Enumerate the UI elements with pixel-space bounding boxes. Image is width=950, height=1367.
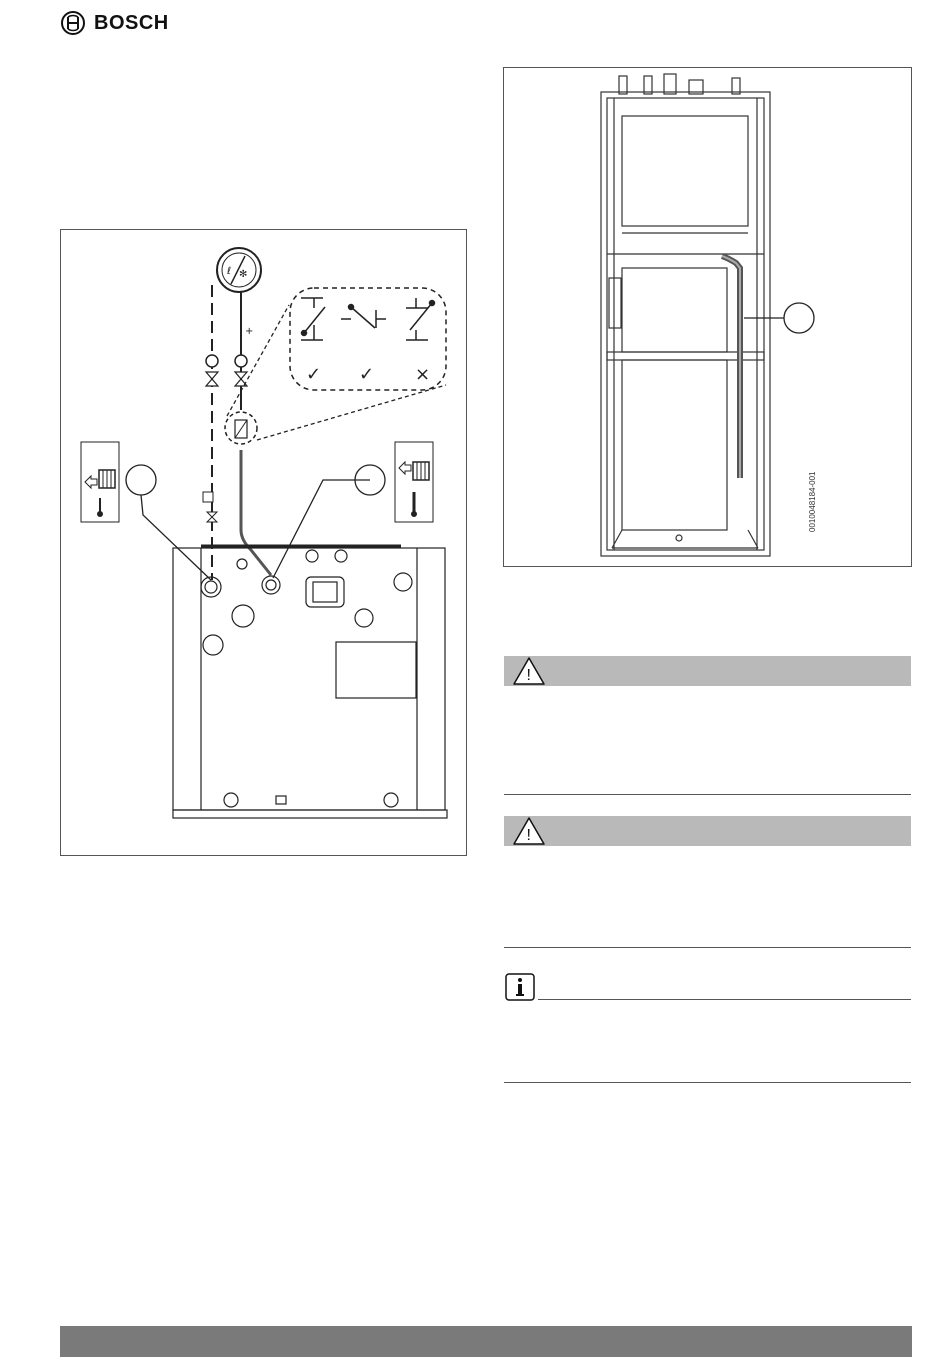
brand-header bbox=[60, 10, 169, 36]
brand-name: BOSCH bbox=[94, 11, 169, 34]
bosch-logo-icon bbox=[60, 10, 86, 36]
radiator-flow-icon bbox=[395, 442, 433, 522]
warning-triangle-icon bbox=[512, 816, 546, 846]
svg-text:ℓ: ℓ bbox=[227, 266, 232, 277]
thermostat-icon bbox=[217, 248, 261, 292]
svg-text:!: ! bbox=[526, 667, 531, 684]
appliance-front-outline bbox=[601, 74, 770, 556]
cross-mark: × bbox=[415, 364, 431, 385]
figure-id: 0010048184-001 bbox=[808, 471, 817, 532]
divider-1 bbox=[504, 794, 911, 795]
warning-bar-2 bbox=[504, 816, 911, 846]
footer-bar bbox=[60, 1326, 912, 1357]
info-notice bbox=[504, 972, 911, 1002]
info-underline bbox=[538, 999, 911, 1000]
check-2: ✓ bbox=[359, 364, 375, 385]
svg-text:!: ! bbox=[526, 827, 531, 844]
svg-text:✻: ✻ bbox=[239, 269, 248, 280]
divider-2 bbox=[504, 947, 911, 948]
appliance-outline bbox=[173, 546, 447, 818]
radiator-return-icon bbox=[81, 442, 119, 522]
info-icon bbox=[504, 972, 536, 1002]
figure-left-drawing bbox=[61, 230, 466, 855]
warning-bar-1 bbox=[504, 656, 911, 686]
plus-sign: + bbox=[245, 326, 254, 337]
divider-3 bbox=[504, 1082, 911, 1083]
check-1: ✓ bbox=[306, 364, 322, 385]
figure-left bbox=[60, 229, 467, 856]
warning-triangle-icon bbox=[512, 656, 546, 686]
figure-right-drawing bbox=[504, 68, 911, 566]
figure-right bbox=[503, 67, 912, 567]
